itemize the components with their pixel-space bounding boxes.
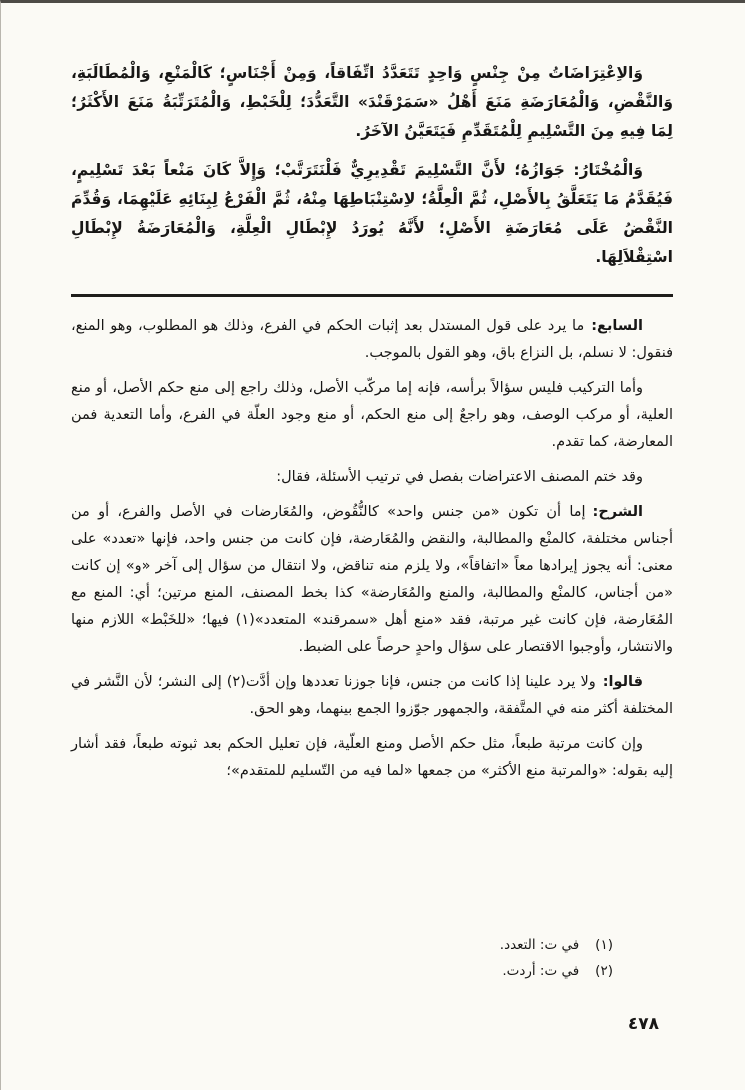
paragraph-text: ولا يرد علينا إذا كانت من جنس، فإنا جوزنا تعددها وإن أدَّت(٢) إلى النشر؛ لأن النَّشر في المختلفة أكثر منه في المتَّفقة، والجمهور جوّزوا الجمع بينهما، وهو الحق. bbox=[71, 674, 673, 717]
footnote bbox=[71, 958, 613, 984]
paragraph-lead: الشرح: bbox=[592, 504, 643, 520]
paragraph-lead: قالوا: bbox=[602, 674, 643, 690]
footnote-text: في ت: أردت. bbox=[502, 963, 580, 979]
footnote-number: (١) bbox=[595, 937, 613, 953]
paragraph-text: وقد ختم المصنف الاعتراضات بفصل في ترتيب الأسئلة، فقال: bbox=[276, 469, 643, 485]
matn-sharh-divider bbox=[71, 294, 673, 297]
footnote bbox=[71, 932, 613, 958]
matn-section bbox=[71, 59, 673, 272]
paragraph-text: إما أن تكون «من جنس واحد» كالنُّقُوض، والمُعَارضات في الأصل والفرع، أو من أجناس مختلفة، كالمنْع والمطالبة، والنقض والمُعَارضة، فإن كانت من جنس واحد، فإنها «تعدد» على معنى: أنه يجوز إيرادها معاً «اتفاقاً»، ولا يلزم منه تناقض، ولا انتقال من سؤال إلى آخر «و» إن كانت «من أجناس، كالمنْع والمطالبة، والمنع والمُعَارضة» كذا بخط المصنف، المنع مرتين؛ أي: المنع مع المُعَارضة، فإن كانت غير مرتبة، فقد «منع أهل «سمرقند» المتعدد»(١) فيها؛ «للخَبْط» اللازم منها والانتشار، وأوجبوا الاقتصار على سؤال واحدٍ حرصاً على الضبط. bbox=[71, 504, 673, 655]
commentary-paragraph bbox=[71, 731, 673, 785]
page-number: ٤٧٨ bbox=[627, 1014, 659, 1034]
footnotes-section bbox=[71, 932, 613, 984]
commentary-paragraph bbox=[71, 499, 673, 661]
paragraph-lead: السابع: bbox=[591, 318, 643, 334]
footnote-text: في ت: التعدد. bbox=[499, 937, 580, 953]
footnote-number: (٢) bbox=[595, 963, 613, 979]
commentary-paragraph bbox=[71, 313, 673, 367]
page-content bbox=[1, 3, 745, 785]
commentary-paragraph bbox=[71, 669, 673, 723]
commentary-paragraph bbox=[71, 464, 673, 491]
commentary-paragraph bbox=[71, 375, 673, 456]
commentary-section bbox=[71, 313, 673, 785]
matn-paragraph: وَالْمُخْتَارُ: جَوَازُهُ؛ لأَنَّ التَّسْلِيمَ تَقْدِيرِيٌّ فَلْنَتَرَتَّبْ؛ وَإِلاَّ كَانَ مَنْعاً بَعْدَ تَسْلِيمٍ، فَيُقَدَّمُ مَا يَتَعَلَّقُ بِالأَصْلِ، ثُمَّ الْعِلَّةُ؛ لاِسْتِنْبَاطِهَا مِنْهُ، ثُمَّ الْفَرْعُ لِبِنَائِهِ عَلَيْهِمَا، وَقُدِّمَ النَّقْضُ عَلَى مُعَارَضَةِ الأَصْلِ؛ لأَنَّهُ يُورَدُ لإِبْطَالِ الْعِلَّةِ، وَالْمُعَارَضَةُ لإِبْطَالِ اسْتِقْلاَلِهَا. bbox=[71, 161, 673, 266]
paragraph-text: وأما التركيب فليس سؤالاً برأسه، فإنه إما مركّب الأصل، وذلك راجع إلى منع حكم الأصل، أو منع العلية، أو مركب الوصف، وهو راجعٌ إلى منع الحكم، أو منع وجود العلّة في الفرع، وأما التعدية فمن المعارضة، كما تقدم. bbox=[71, 380, 673, 450]
matn-paragraph: وَالاِعْتِرَاضَاتُ مِنْ جِنْسٍ وَاحِدٍ تَتَعَدَّدُ اتِّفَاقاً، وَمِنْ أَجْنَاسٍ؛ كَالْمَنْعِ، وَالْمُطَالَبَةِ، وَالنَّقْضِ، وَالْمُعَارَضَةِ مَنَعَ أَهْلُ «سَمَرْقَنْدَ» التَّعَدُّدَ؛ لِلْخَبْطِ، وَالْمُتَرَتِّبَةُ مَنَعَ الأَكْثَرُ؛ لِمَا فِيهِ مِنَ التَّسْلِيمِ لِلْمُتَقَدِّمِ فَيَتَعَيَّنُ الآخَرُ. bbox=[71, 64, 673, 140]
paragraph-text: ما يرد على قول المستدل بعد إثبات الحكم في الفرع، وذلك هو المطلوب، وهو المنع، فنقول: لا نسلم، بل النزاع باق، وهو القول بالموجب. bbox=[71, 318, 673, 361]
paragraph-text: وإن كانت مرتبة طبعاً، مثل حكم الأصل ومنع العلّية، فإن تعليل الحكم بعد ثبوته طبعاً، فقد أشار إليه بقوله: «والمرتبة منع الأكثر» من جمعها «لما فيه من التّسليم للمتقدم»؛ bbox=[71, 736, 673, 779]
